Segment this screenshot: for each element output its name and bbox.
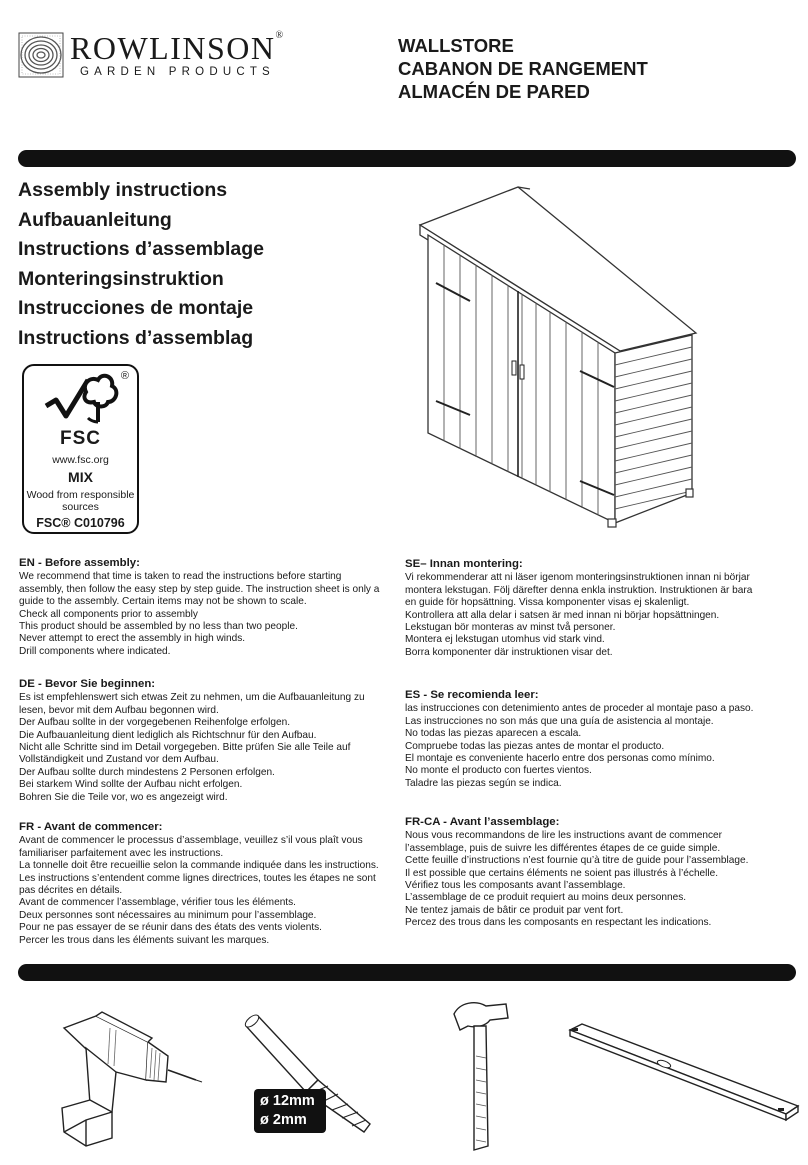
section-heading: ES - Se recomienda leer: <box>405 689 539 701</box>
fsc-tree-check-icon <box>42 372 120 432</box>
drill-bit-size-2mm: ø 2mm <box>260 1112 307 1128</box>
assembly-title-fr: Instructions d’assemblage <box>18 238 264 260</box>
fsc-registered-mark: ® <box>120 370 129 382</box>
fsc-label <box>22 364 139 534</box>
section-fr: FR - Avant de commencer: Avant de commencer le processus d’assemblage, veuillez s’il vous plaît vous familiariser parfaitement avec les instructions. La tonnelle doit être recueillie selon la commande indiquée dans les instructions. Les instructions s’entendent comme lignes directrices, toutes les étapes ne sont pas décrites en détails. Avant de commencer l’assemblage, vérifier tous les éléments. Deux personnes sont nécessaires au minimum pour l’assemblage. Pour ne pas essayer de se réunir dans des états des vents violents. Percer les trous dans les éléments suivant les marques. <box>19 821 399 947</box>
drill-bit-size-label <box>254 1089 326 1133</box>
assembly-title-frca: Instructions d’assemblag <box>18 326 254 349</box>
assembly-title-de: Aufbauanleitung <box>18 208 172 231</box>
brand-subtitle: GARDEN PRODUCTS <box>80 66 275 78</box>
assembly-title-en: Assembly instructions <box>18 179 228 201</box>
wallstore-shed-illustration <box>410 183 710 533</box>
product-titles <box>398 34 648 103</box>
assembly-title-se: Monteringsinstruktion <box>18 267 224 290</box>
spirit-level-icon <box>566 1022 802 1122</box>
product-title-en: WALLSTORE <box>398 35 514 56</box>
fsc-mix: MIX <box>68 469 93 485</box>
section-heading: FR - Avant de commencer: <box>19 821 163 833</box>
section-heading: FR-CA - Avant l’assemblage: <box>405 816 560 828</box>
assembly-title-es: Instrucciones de montaje <box>18 297 254 319</box>
product-title-fr: CABANON DE RANGEMENT <box>398 58 648 79</box>
drill-bit-size-12mm: ø 12mm <box>260 1093 315 1109</box>
hammer-icon <box>446 996 516 1156</box>
divider-bar-top <box>18 150 796 167</box>
assembly-titles <box>18 176 264 353</box>
cordless-drill-icon <box>56 1008 206 1148</box>
divider-bar-bottom <box>18 964 796 981</box>
fsc-name: FSC <box>60 428 101 449</box>
section-heading: SE– Innan montering: <box>405 558 523 570</box>
section-es: ES - Se recomienda leer: las instrucciones con detenimiento antes de proceder al montaje paso a paso. Las instrucciones no son más que una guía de asistencia al montaje. No todas las piezas aparecen a escala. Compruebe todas las piezas antes de montar el producto. El montaje es conveniente hacerlo entre dos personas como mínimo. No monte el producto con fuertes vientos. Taladre las piezas según se indica. <box>405 689 785 790</box>
section-frca: FR-CA - Avant l’assemblage: Nous vous recommandons de lire les instructions avant de commencer l’assemblage, puis de suivre les différentes étapes de ce guide simple. Cette feuille d’instructions n’est fournie qu’à titre de guide pour l’assemblage. Il est possible que certains éléments ne soient pas illustrés à l’échelle. Vérifiez tous les composants avant l’assemblage. L’assemblage de ce produit requiert au moins deux personnes. Ne tentez jamais de bâtir ce produit par vent fort. Percez des trous dans les composants en respectant les indications. <box>405 816 785 930</box>
fsc-url: www.fsc.org <box>52 454 109 466</box>
rowlinson-logo-icon <box>18 32 64 78</box>
fsc-description: Wood from responsible sources <box>26 489 135 513</box>
fsc-license-code: FSC® C010796 <box>36 516 125 530</box>
section-heading: DE - Bevor Sie beginnen: <box>19 678 156 690</box>
section-se: SE– Innan montering: Vi rekommenderar att ni läser igenom monteringsinstruktionen innan ni börjar montera lekstugan. Följ därefter denna enkla instruktion. Instruktionen är bara en guide för hopsättning. Vissa komponenter visas ej skalenligt. Kontrollera att alla delar i satsen är med innan ni börjar hopsättningen. Lekstugan bör monteras av minst två personer. Montera ej lekstugan utomhus vid stark vind. Borra komponenter där instruktionen visar det. <box>405 558 785 659</box>
brand-name: ROWLINSON® <box>70 30 285 66</box>
section-en: EN - Before assembly: We recommend that time is taken to read the instructions before starting assembly, then follow the easy step by step guide. The instruction sheet is only a guide to the assembly. Certain items may not be shown to scale. Check all components prior to assembly This product should be assembled by no less than two people. Never attempt to erect the assembly in high winds. Drill components where indicated. <box>19 557 399 658</box>
section-heading: EN - Before assembly: <box>19 557 140 569</box>
product-title-es: ALMACÉN DE PARED <box>398 81 590 102</box>
section-de: DE - Bevor Sie beginnen: Es ist empfehlenswert sich etwas Zeit zu nehmen, um die Aufbauanleitung zu lesen, bevor mit dem Aufbau begonnen wird. Der Aufbau sollte in der vorgegebenen Reihenfolge erfolgen. Die Aufbauanleitung dient lediglich als Richtschnur für den Aufbau. Nicht alle Schritte sind im Detail vorgegeben. Bitte prüfen Sie alle Teile auf Vollständigkeit und Zustand vor dem Aufbau. Der Aufbau sollte durch mindestens 2 Personen erfolgen. Bei starkem Wind sollte der Aufbau nicht erfolgen. Bohren Sie die Teile vor, wo es angezeigt wird. <box>19 678 399 804</box>
